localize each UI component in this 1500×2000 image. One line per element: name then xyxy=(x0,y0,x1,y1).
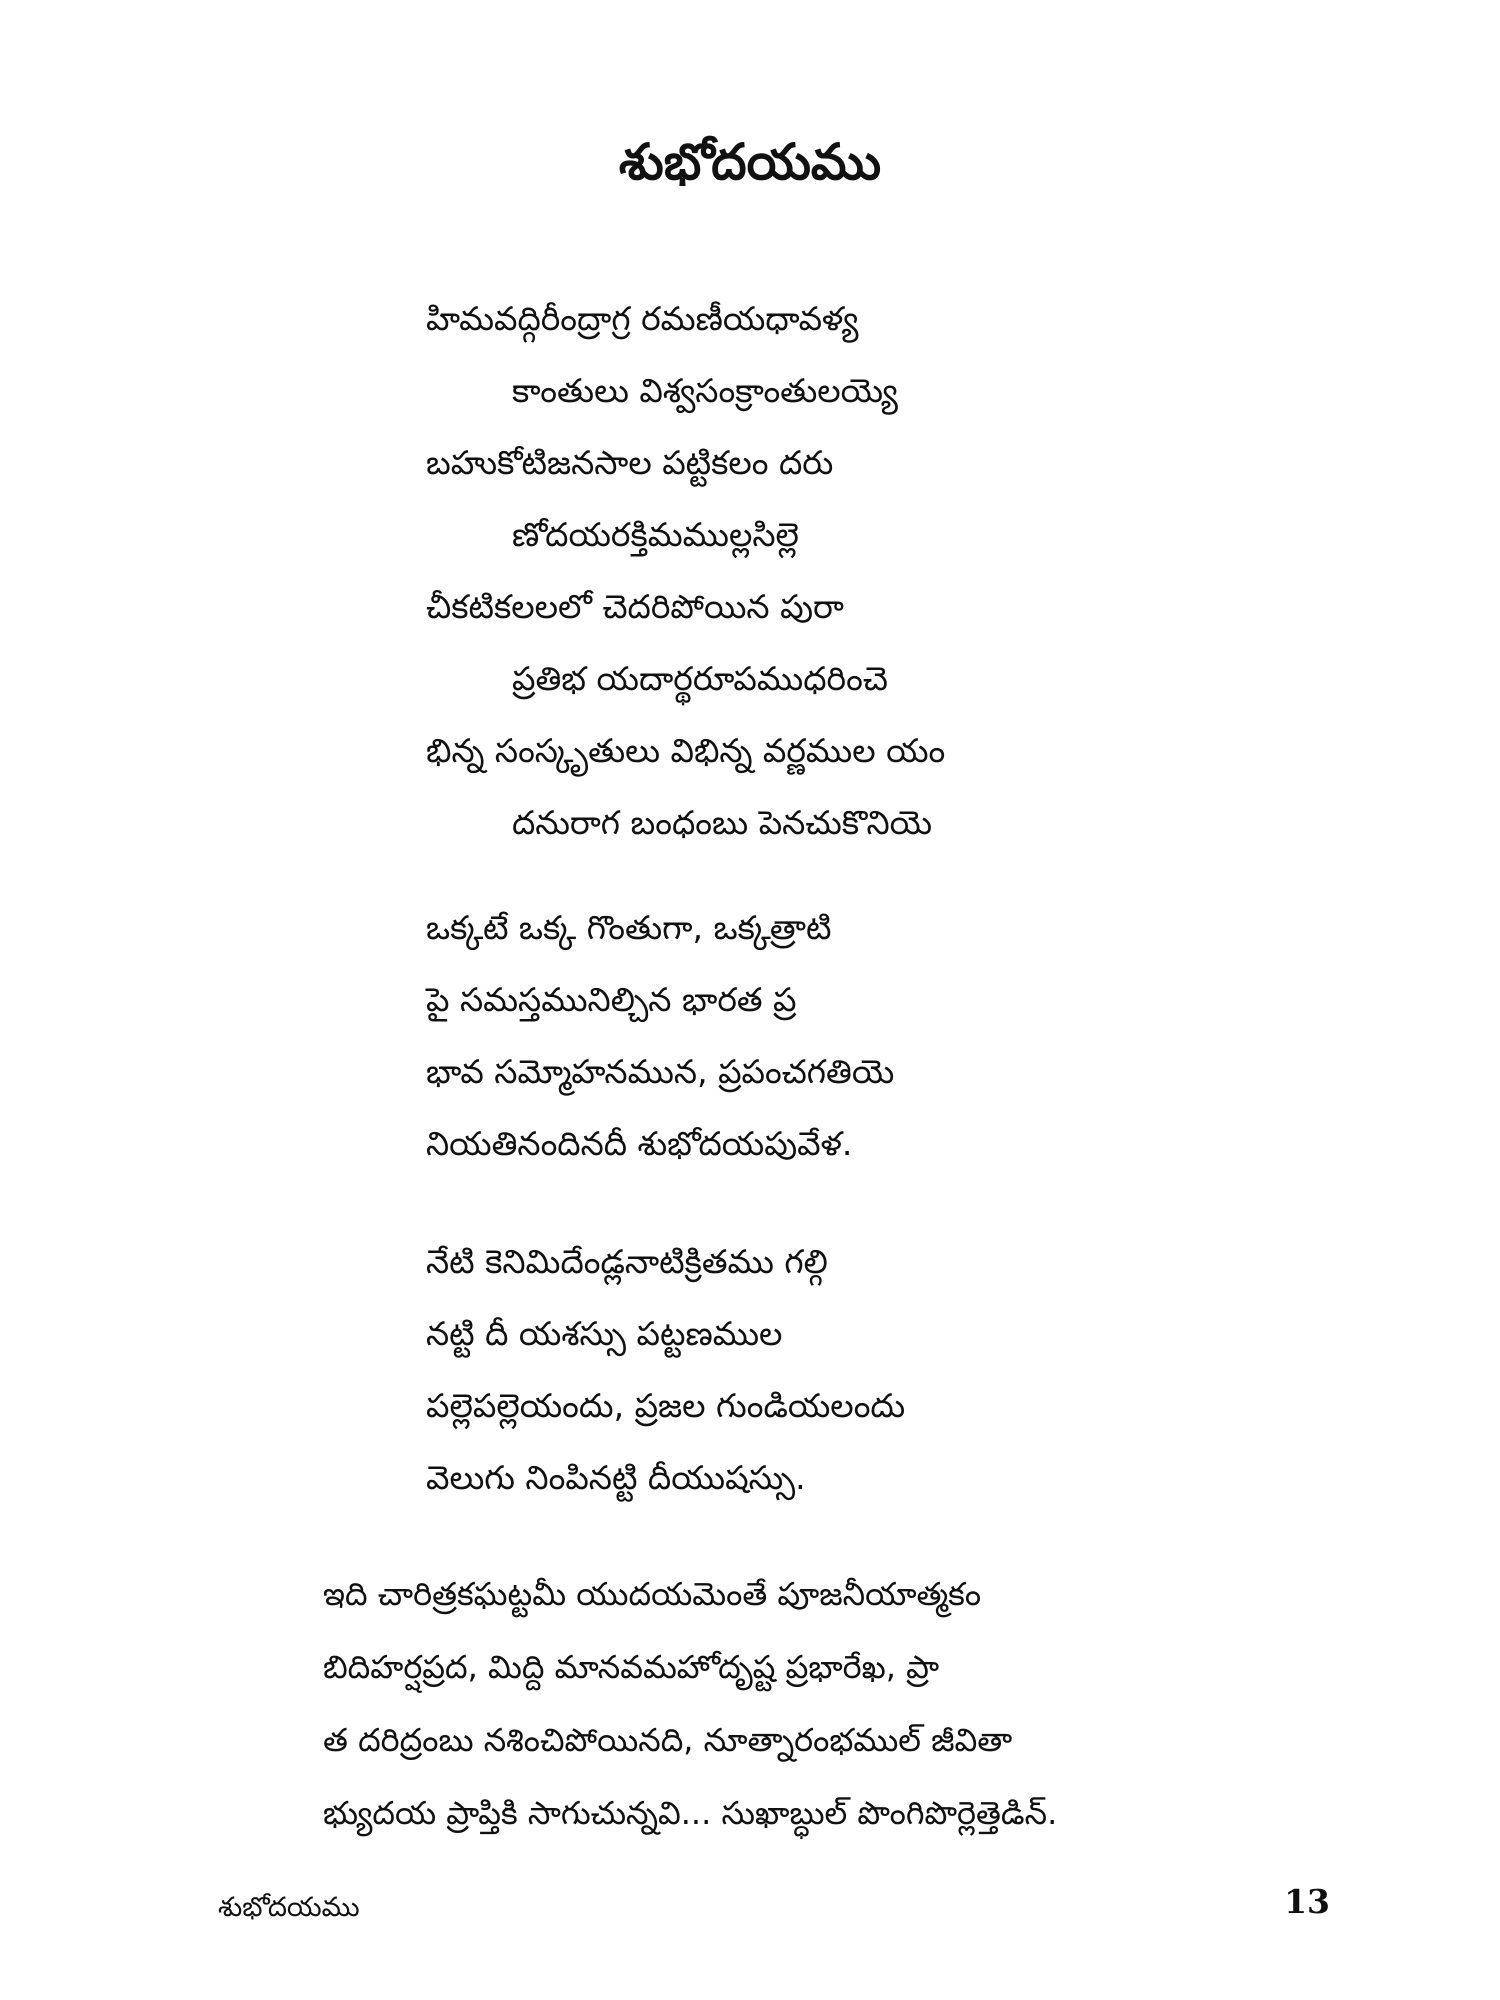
verse-line: నేటి కెనిమిదేండ్లనాటిక్రితము గల్గి xyxy=(426,1242,828,1281)
page-number: 13 xyxy=(1284,1882,1330,1921)
verse-line: భిన్న సంస్కృతులు విభిన్న వర్ణముల యం xyxy=(426,731,946,770)
verse-line: వెలుగు నింపినట్టి దీయుషస్సు. xyxy=(426,1458,806,1497)
stanza-1 xyxy=(426,283,945,859)
verse-line: త దరిద్రంబు నశించిపోయినది, నూత్నారంభముల్ జీవితా xyxy=(323,1721,1013,1759)
verse-line: హిమవద్గిరీంద్రాగ్ర రమణీయధావళ్య xyxy=(426,299,859,338)
stanza-3 xyxy=(426,1226,905,1514)
verse-line: భ్యుదయ ప్రాప్తికి సాగుచున్నవి... సుఖాబ్ధుల్ పొంగిపొర్లెత్తెడిన్. xyxy=(323,1794,1058,1832)
verse-line: ణోదయరక్తిమముల్లసిల్లె xyxy=(512,515,799,554)
verse-line: ఇది చారిత్రకఘట్టమీ యుదయమెంతే పూజనీయాత్మకం xyxy=(323,1575,982,1613)
verse-line: దనురాగ బంధంబు పెనచుకొనియె xyxy=(512,803,933,842)
stanza-2 xyxy=(426,892,894,1180)
page-title: శుభోదయము xyxy=(618,132,882,191)
verse-line: కాంతులు విశ్వసంక్రాంతులయ్యె xyxy=(512,371,898,410)
verse-line: నియతినందినదీ శుభోదయపువేళ. xyxy=(426,1124,853,1163)
verse-line: బిదిహర్షప్రద, మిద్ది మానవమహోదృష్ట ప్రభారేఖ, ప్రా xyxy=(323,1648,940,1686)
verse-line: బహుకోటిజనసాల పట్టికలం దరు xyxy=(426,443,834,482)
verse-line: ప్రతిభ యదార్థరూపముధరించె xyxy=(512,659,888,698)
verse-line: ఒక్కటే ఒక్క గొంతుగా, ఒక్కత్రాటి xyxy=(426,908,832,947)
verse-line: నట్టి దీ యశస్సు పట్టణముల xyxy=(426,1314,783,1353)
running-footer-title: శుభోదయము xyxy=(218,1892,360,1923)
verse-line: పల్లెపల్లెయందు, ప్రజల గుండియలందు xyxy=(426,1386,906,1425)
verse-line: పై సమస్తమునిల్చిన భారత ప్ర xyxy=(426,980,797,1019)
verse-line: భావ సమ్మోహనమున, ప్రపంచగతియె xyxy=(426,1052,895,1091)
verse-line: చీకటికలలలో చెదరిపోయిన పురా xyxy=(426,587,844,626)
stanza-4 xyxy=(323,1558,1057,1850)
